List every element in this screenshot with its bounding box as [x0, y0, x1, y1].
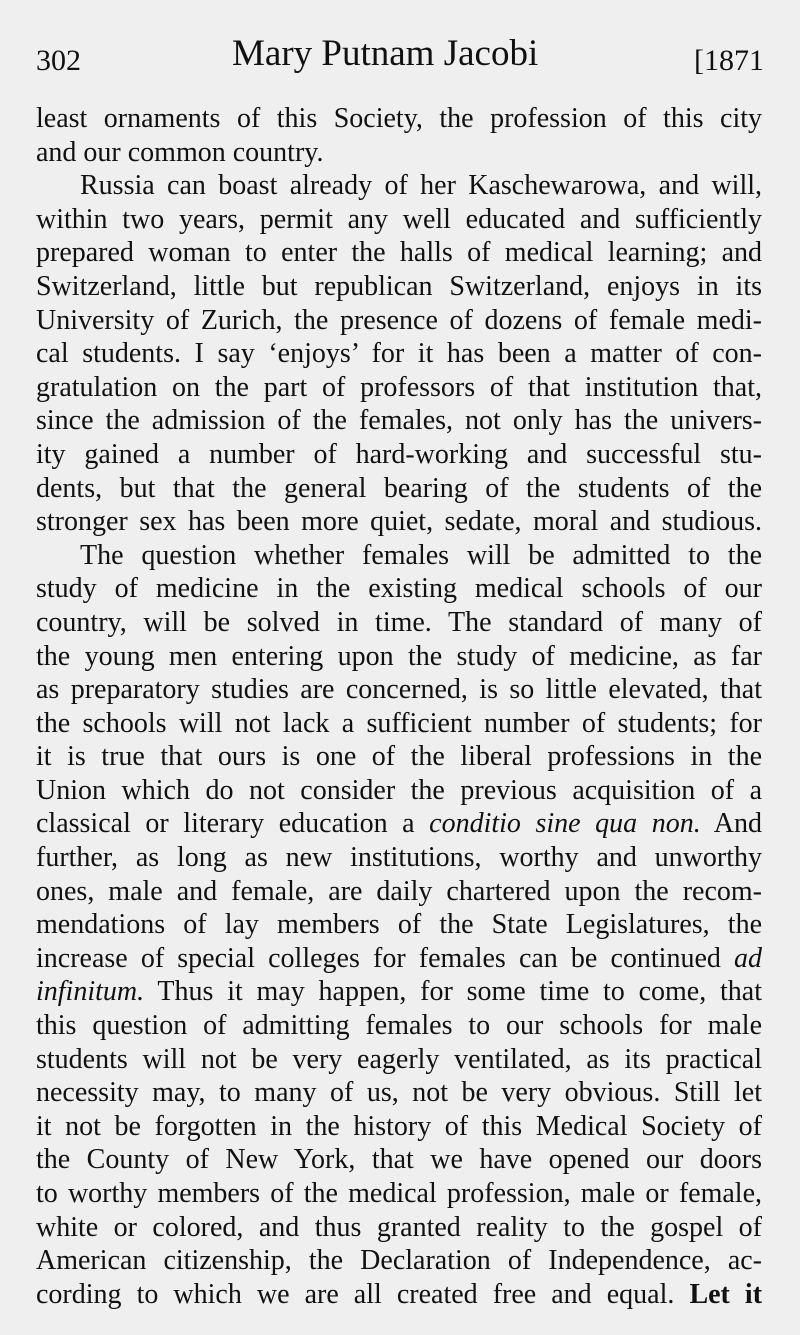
- text-line: least ornaments of this Society, the profession of this city: [36, 103, 762, 134]
- text-line: Union which do not consider the previous acquisition of a: [36, 774, 762, 806]
- page-number: 302: [36, 44, 81, 77]
- running-title: Mary Putnam Jacobi: [232, 33, 539, 74]
- text-line: white or colored, and thus granted reality to the gospel of: [36, 1211, 762, 1243]
- italic-phrase: conditio sine qua non.: [429, 808, 701, 840]
- text-span: And: [713, 808, 762, 840]
- text-span: increase of special colleges for females can be continued: [36, 942, 721, 974]
- text-line: The question whether females will be admitted to the: [80, 539, 762, 571]
- text-line: cal students. I say ‘enjoys’ for it has been a matter of con-: [36, 338, 762, 370]
- text-line: gratulation on the part of professors of that institution that,: [36, 371, 762, 403]
- text-line: Switzerland, little but republican Switzerland, enjoys in its: [36, 270, 762, 302]
- text-line: the young men entering upon the study of medicine, as far: [36, 640, 762, 672]
- text-line: American citizenship, the Declaration of Independence, ac-: [36, 1245, 762, 1277]
- running-year: [1871: [694, 44, 764, 77]
- text-line: as preparatory studies are concerned, is so little elevated, that: [36, 674, 762, 706]
- text-line: students will not be very eagerly ventilated, as its practical: [36, 1043, 762, 1075]
- text-line: Russia can boast already of her Kaschewarowa, and will,: [80, 170, 762, 202]
- text-line: stronger sex has been more quiet, sedate, moral and studious.: [36, 506, 762, 538]
- text-line: ones, male and female, are daily chartered upon the recom-: [36, 875, 762, 907]
- text-line: further, as long as new institutions, worthy and unworthy: [36, 842, 762, 874]
- text-line: it is true that ours is one of the liberal professions in the: [36, 741, 762, 773]
- text-line: since the admission of the females, not only has the univers-: [36, 405, 762, 437]
- text-line-mixed: [36, 1278, 762, 1312]
- text-span: cording to which we are all created free and equal.: [36, 1278, 675, 1310]
- text-line: University of Zurich, the presence of dozens of female medi-: [36, 304, 762, 336]
- body-text: [36, 102, 762, 1311]
- text-line: dents, but that the general bearing of the students of the: [36, 472, 762, 504]
- text-line-mixed: [36, 807, 762, 841]
- text-line: this question of admitting females to our schools for male: [36, 1010, 762, 1042]
- text-line-mixed: [36, 942, 762, 976]
- text-span-bold: Let it: [689, 1278, 762, 1310]
- text-span: Thus it may happen, for some time to come, that: [157, 976, 762, 1008]
- text-line: it not be forgotten in the history of this Medical Society of: [36, 1110, 762, 1142]
- text-line: the County of New York, that we have opened our doors: [36, 1144, 762, 1176]
- text-line: country, will be solved in time. The standard of many of: [36, 606, 762, 638]
- text-line: to worthy members of the medical profession, male or female,: [36, 1178, 762, 1209]
- text-line: and our common country.: [36, 136, 324, 168]
- text-line: within two years, permit any well educated and sufficiently: [36, 203, 762, 235]
- text-line: mendations of lay members of the State Legislatures, the: [36, 909, 762, 941]
- italic-word: infinitum.: [36, 976, 145, 1008]
- text-line: the schools will not lack a sufficient number of students; for: [36, 707, 762, 739]
- text-line: necessity may, to many of us, not be very obvious. Still let: [36, 1077, 762, 1109]
- text-line: prepared woman to enter the halls of medical learning; and: [36, 237, 762, 269]
- running-head: [36, 32, 764, 82]
- text-line: study of medicine in the existing medical schools of our: [36, 573, 762, 605]
- text-line: ity gained a number of hard-working and successful stu-: [36, 438, 762, 470]
- italic-word: ad: [734, 942, 762, 974]
- text-span: classical or literary education a: [36, 808, 415, 840]
- text-line-mixed: [36, 975, 762, 1009]
